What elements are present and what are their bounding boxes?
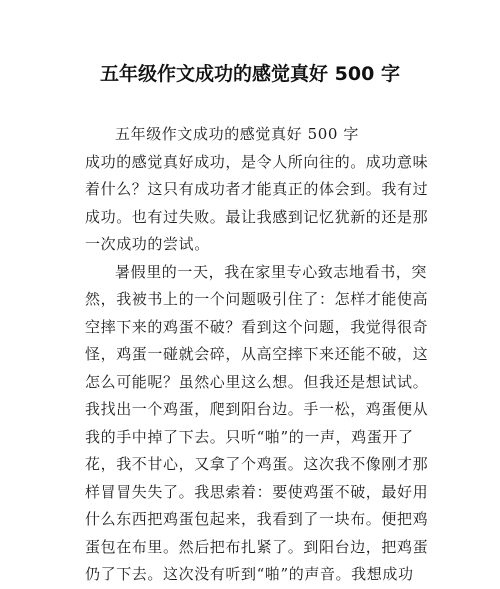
body-line: 然，我被书上的一个问题吸引住了：怎样才能使高 [85, 290, 429, 308]
body-line: 怪，鸡蛋一碰就会碎，从高空摔下来还能不破，这 [85, 345, 429, 363]
body-line: 什么东西把鸡蛋包起来，我看到了一块布。便把鸡 [85, 510, 429, 528]
body-line: 我的手中掉了下去。只听“啪”的一声，鸡蛋开了 [85, 427, 414, 446]
body-line: 花，我不甘心，又拿了个鸡蛋。这次我不像刚才那 [85, 455, 429, 473]
body-line: 样冒冒失失了。我思索着：要使鸡蛋不破，最好用 [85, 482, 429, 501]
document-title: 五年级作文成功的感觉真好 500 字 [100, 63, 400, 85]
body-line: 五年级作文成功的感觉真好 500 字 [115, 125, 359, 143]
body-line: 仍了下去。这次没有听到“啪”的声音。我想成功 [85, 565, 414, 583]
document-body [85, 121, 429, 589]
body-line: 暑假里的一天，我在家里专心致志地看书，突 [115, 262, 428, 281]
body-line: 成功的感觉真好成功，是令人所向往的。成功意味 [85, 152, 429, 171]
body-line: 空摔下来的鸡蛋不破？看到这个问题，我觉得很奇 [85, 317, 429, 336]
body-line: 我找出一个鸡蛋，爬到阳台边。手一松，鸡蛋便从 [85, 400, 429, 418]
body-line: 一次成功的尝试。 [85, 235, 210, 253]
body-line: 成功。也有过失败。最让我感到记忆犹新的还是那 [85, 207, 429, 226]
body-line: 着什么？这只有成功者才能真正的体会到。我有过 [85, 180, 429, 198]
body-line: 蛋包在布里。然后把布扎紧了。到阳台边，把鸡蛋 [85, 537, 429, 556]
body-line: 怎么可能呢？虽然心里这么想。但我还是想试试。 [85, 372, 429, 391]
